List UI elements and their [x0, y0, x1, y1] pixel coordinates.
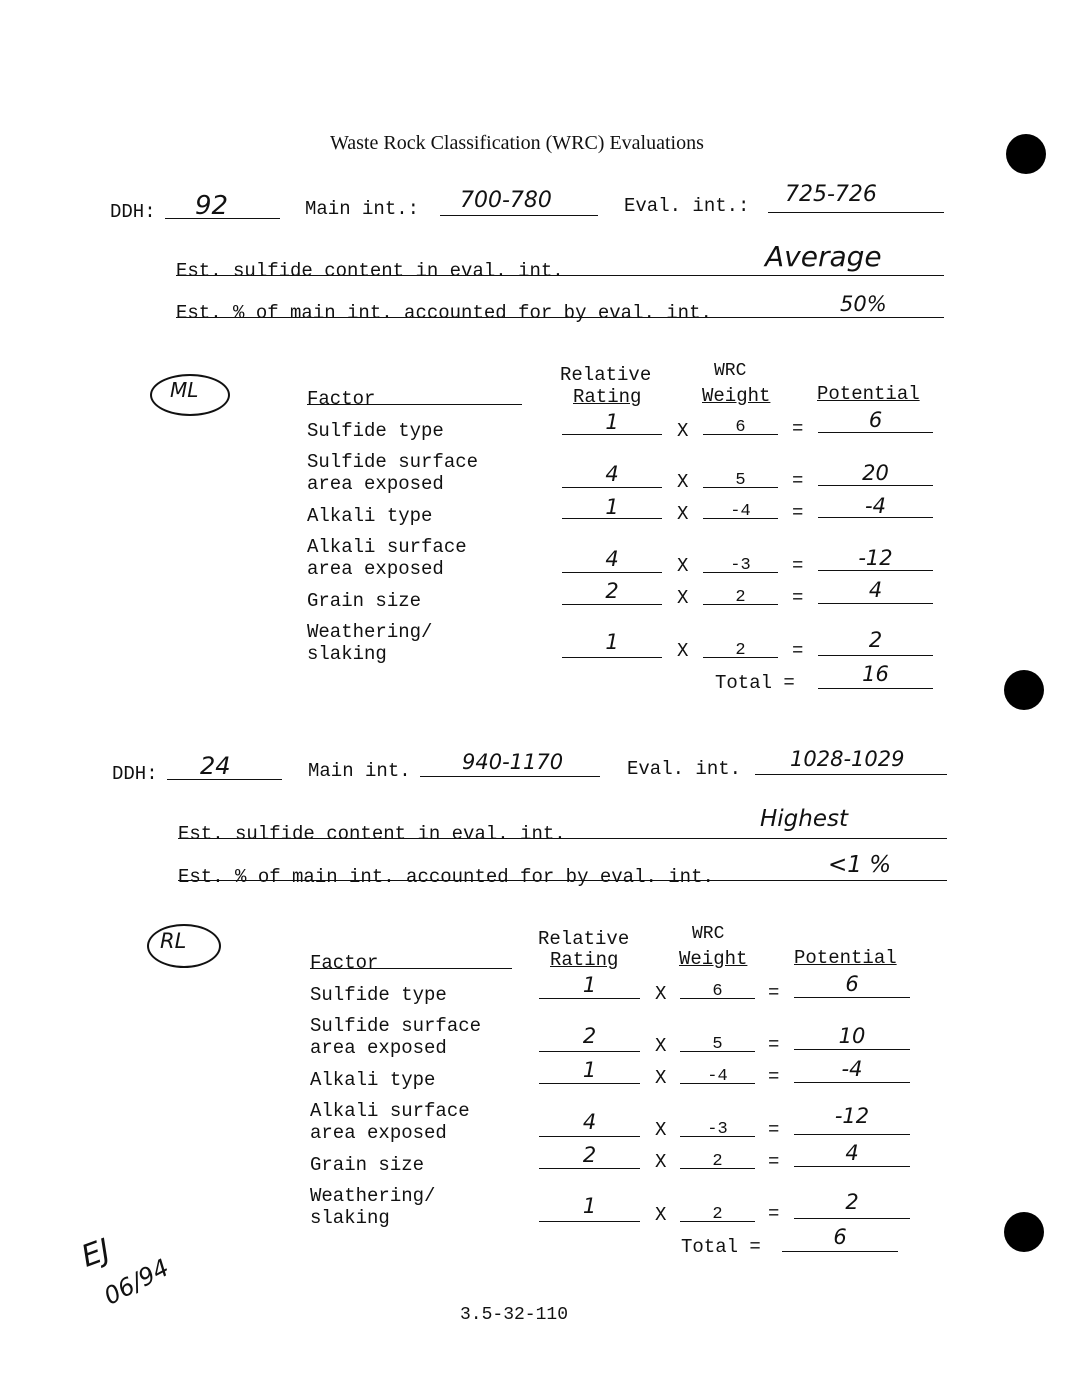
factor-name-line2: slaking [310, 1207, 390, 1229]
equals-sign: = [768, 1151, 780, 1173]
total-value: 16 [862, 662, 889, 686]
equals-sign: = [792, 640, 804, 662]
equals-sign: = [768, 1034, 780, 1056]
potential-value: 4 [845, 1141, 859, 1165]
factor-name: Alkali type [310, 1069, 436, 1091]
weight-value: 5 [712, 1035, 723, 1054]
potential-value: 6 [868, 408, 883, 432]
factor-name: Grain size [307, 590, 422, 612]
circled-code: ML [170, 378, 199, 402]
signature-initials: EJ [76, 1232, 115, 1275]
factor-name-line2: area exposed [307, 473, 444, 495]
weight-value: 2 [712, 1152, 723, 1171]
times-sign: X [677, 555, 689, 577]
times-sign: X [655, 1151, 667, 1173]
header-weight: Weight [679, 948, 748, 970]
weight-value: 2 [712, 1205, 723, 1224]
factor-name-line2: area exposed [310, 1037, 447, 1059]
factor-name: Weathering/ [310, 1185, 436, 1207]
header-rating: Rating [550, 949, 619, 971]
factor-name: Sulfide type [307, 420, 444, 442]
percent-label: Est. % of main int. accounted for by eval. int. [176, 302, 712, 324]
potential-value: -12 [834, 1104, 870, 1128]
potential-value: -4 [865, 494, 886, 518]
equals-sign: = [792, 555, 804, 577]
potential-value: 6 [845, 972, 859, 996]
page-number: 3.5-32-110 [460, 1305, 569, 1325]
factor-name: Alkali type [307, 505, 433, 527]
percent-value: <1 % [828, 852, 892, 878]
total-label: Total = [681, 1236, 761, 1258]
factor-name: Grain size [310, 1154, 425, 1176]
equals-sign: = [792, 587, 804, 609]
times-sign: X [677, 640, 689, 662]
punch-hole-middle [1004, 670, 1044, 710]
punch-hole-top [1006, 134, 1046, 174]
weight-value: 5 [735, 471, 746, 490]
potential-value: 2 [845, 1190, 859, 1214]
sulfide-content-value: Highest [760, 806, 849, 832]
main-int-value: 700-780 [460, 188, 552, 213]
equals-sign: = [768, 1119, 780, 1141]
potential-value: 20 [862, 461, 889, 485]
sulfide-content-label: Est. sulfide content in eval. int. [176, 260, 564, 282]
factor-name: Sulfide surface [307, 451, 479, 473]
times-sign: X [655, 1119, 667, 1141]
punch-hole-bottom [1004, 1212, 1044, 1252]
weight-value: -4 [707, 1067, 728, 1086]
potential-value: -4 [841, 1057, 863, 1081]
eval-int-label: Eval. int.: [624, 195, 750, 217]
eval-int-value: 725-726 [785, 182, 877, 207]
percent-label: Est. % of main int. accounted for by eval. int. [178, 866, 714, 888]
ddh-label: DDH: [110, 201, 156, 223]
rating-value: 1 [605, 410, 619, 434]
header-wrc: WRC [692, 924, 725, 944]
eval-int-value: 1028-1029 [790, 747, 905, 771]
main-int-label: Main int. [308, 760, 411, 782]
ddh-value: 92 [195, 191, 229, 221]
rating-value: 1 [582, 1058, 597, 1082]
header-relative: Relative [560, 364, 652, 386]
weight-value: 2 [735, 588, 746, 607]
rating-value: 2 [582, 1143, 597, 1167]
ddh-value: 24 [200, 752, 231, 780]
rating-value: 4 [605, 547, 619, 571]
header-factor: Factor [310, 952, 379, 974]
main-int-value: 940-1170 [462, 750, 564, 774]
rating-value: 4 [605, 462, 619, 486]
factor-name-line2: slaking [307, 643, 387, 665]
eval-int-label: Eval. int. [627, 758, 742, 780]
equals-sign: = [768, 982, 780, 1004]
sulfide-content-value: Average [765, 240, 882, 273]
equals-sign: = [792, 502, 804, 524]
equals-sign: = [792, 470, 804, 492]
potential-value: 10 [838, 1024, 866, 1048]
signature-date: 06/94 [99, 1253, 174, 1311]
factor-name: Sulfide surface [310, 1015, 482, 1037]
times-sign: X [677, 587, 689, 609]
weight-value: 6 [735, 418, 746, 437]
weight-value: -3 [707, 1120, 728, 1139]
weight-value: 2 [735, 641, 746, 660]
factor-name: Alkali surface [310, 1100, 470, 1122]
times-sign: X [677, 420, 689, 442]
rating-value: 1 [582, 1194, 597, 1218]
circled-code: RL [160, 929, 187, 953]
potential-value: 2 [868, 628, 883, 652]
rating-value: 2 [605, 579, 619, 603]
rating-value: 1 [582, 973, 597, 997]
weight-value: -4 [730, 502, 751, 521]
factor-name: Sulfide type [310, 984, 447, 1006]
rating-value: 1 [605, 495, 619, 519]
header-potential: Potential [794, 947, 897, 969]
page-title: Waste Rock Classification (WRC) Evaluations [330, 132, 704, 154]
equals-sign: = [768, 1066, 780, 1088]
equals-sign: = [768, 1203, 780, 1225]
times-sign: X [655, 1035, 667, 1057]
total-label: Total = [715, 672, 795, 694]
header-rating: Rating [573, 386, 642, 408]
weight-value: -3 [730, 556, 751, 575]
factor-name-line2: area exposed [307, 558, 444, 580]
factor-name-line2: area exposed [310, 1122, 447, 1144]
times-sign: X [655, 1204, 667, 1226]
rating-value: 1 [605, 630, 619, 654]
header-wrc: WRC [714, 361, 747, 381]
header-factor: Factor [307, 388, 376, 410]
rating-value: 4 [582, 1110, 597, 1134]
rating-value: 2 [582, 1024, 597, 1048]
header-relative: Relative [538, 928, 630, 950]
times-sign: X [677, 471, 689, 493]
times-sign: X [655, 983, 667, 1005]
header-weight: Weight [702, 385, 771, 407]
potential-value: -12 [858, 546, 893, 570]
factor-name: Alkali surface [307, 536, 467, 558]
sulfide-content-label: Est. sulfide content in eval. int. [178, 823, 566, 845]
times-sign: X [655, 1067, 667, 1089]
percent-value: 50% [840, 292, 887, 316]
times-sign: X [677, 503, 689, 525]
main-int-label: Main int.: [305, 198, 420, 220]
total-value: 6 [833, 1225, 847, 1249]
factor-name: Weathering/ [307, 621, 433, 643]
header-potential: Potential [817, 383, 920, 405]
potential-value: 4 [868, 578, 883, 602]
ddh-label: DDH: [112, 763, 158, 785]
equals-sign: = [792, 418, 804, 440]
weight-value: 6 [712, 982, 723, 1001]
